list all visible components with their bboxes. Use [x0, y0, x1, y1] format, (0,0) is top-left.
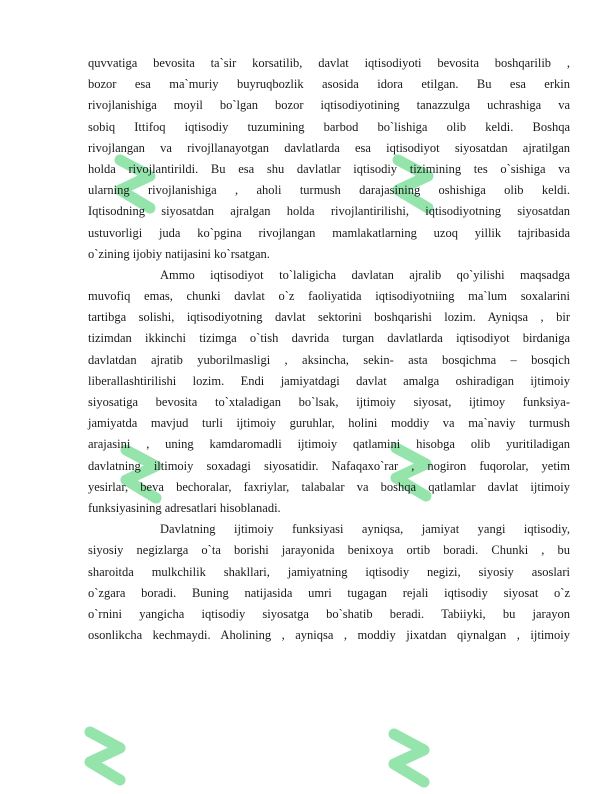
text-line: davlatning iltimoiy soxadagi siyosatidir. Nafaqaxo`rar , nogiron fuqorolar, yetim — [88, 458, 570, 473]
body-text — [88, 53, 570, 646]
text-line: liberallashtirilishi lozim. Endi jamiyatdagi davlat amalga oshiradigan ijtimoiy — [88, 373, 570, 388]
text-line: quvvatiga bevosita ta`sir korsatilib, davlat iqtisodiyoti bevosita boshqarilib , — [88, 56, 570, 70]
text-line: ustuvorligi juda ko`pgina rivojlangan mamlakatlarning uzoq yillik tajribasida — [88, 225, 570, 240]
text-line: o`zining ijobiy natijasini ko`rsatgan. — [88, 246, 270, 261]
text-line: funksiyasining adresatlari hisoblanadi. — [88, 500, 281, 515]
text-line: Iqtisodning siyosatdan ajralgan holda rivojlantirilishi, iqtisodiyotning siyosatdan — [88, 204, 570, 219]
paragraph — [88, 265, 570, 519]
text-line: arajasini , uning kamdaromadli ijtimoiy qatlamini hisobga olib yuritiladigan — [88, 437, 570, 452]
text-line: sharoitda mulkchilik shakllari, jamiyatning iqtisodiy negizi, siyosiy asoslari — [88, 564, 570, 579]
text-line: holda rivojlantirildi. Bu esa shu davlatlar iqtisodiy tizimining tes o`sishiga va — [88, 161, 570, 176]
text-line: jamiyatda mavjud turli ijtimoiy guruhlar, holini moddiy va ma`naviy turmush — [88, 416, 570, 431]
text-line: sobiq Ittifoq iqtisodiy tuzumining barbod bo`lishiga olib keldi. Boshqa — [88, 119, 570, 134]
paragraph — [88, 53, 570, 265]
text-line: tizimdan ikkinchi tizimga o`tish davrida turgan davlatlarda iqtisodiyot birdaniga — [88, 331, 570, 346]
text-line: yesirlar, beva bechoralar, faxriylar, talabalar va boshqa qatlamlar davlat ijtimoiy — [88, 479, 570, 494]
text-line: siyosiy negizlarga o`ta borishi jarayonida benixoya ortib boradi. Chunki , bu — [88, 543, 570, 558]
text-line: siyosatiga bevosita to`xtaladigan bo`lsak, ijtimoiy siyosat, ijtimoy funksiya- — [88, 395, 570, 409]
text-line: o`zgara boradi. Buning natijasida umri tugagan rejali iqtisodiy siyosat o`z — [88, 585, 570, 600]
text-line: Davlatning ijtimoiy funksiyasi ayniqsa, jamiyat yangi iqtisodiy, — [160, 522, 570, 537]
s-logo-watermark-icon — [82, 722, 128, 792]
text-line: muvofiq emas, chunki davlat o`z faoliyatida iqtisodiyotniing ma`lum soxalarini — [88, 289, 570, 304]
paragraph — [88, 519, 570, 646]
text-line: rivojlangan va rivojllanayotgan davlatlarda esa iqtisodiyot siyosatdan ajratilgan — [88, 140, 570, 155]
text-line: tartibga solishi, iqtisodiyotning davlat sektorini boshqarishi lozim. Ayniqsa , bir — [88, 310, 570, 325]
text-line: davlatdan ajratib yuborilmasligi , aksincha, sekin- asta bosqichma – bosqich — [88, 352, 570, 367]
text-line: ularning rivojlanishiga , aholi turmush darajasining oshishiga olib keldi. — [88, 183, 570, 198]
text-line: rivojlanishiga moyil bo`lgan bozor iqtisodiyotining tanazzulga uchrashiga va — [88, 98, 570, 113]
s-logo-watermark-icon — [386, 724, 432, 794]
text-line: osonlikcha kechmaydi. Aholining , ayniqsa , moddiy jixatdan qiynalgan , ijtimoiy — [88, 628, 570, 643]
text-line: o`rnini yangicha iqtisodiy siyosatga bo`shatib beradi. Tabiiyki, bu jarayon — [88, 606, 570, 621]
text-line: bozor esa ma`muriy buyruqbozlik asosida idora etilgan. Bu esa erkin — [88, 77, 570, 92]
text-line: Ammo iqtisodiyot to`laligicha davlatan ajralib qo`yilishi maqsadga — [160, 267, 570, 282]
